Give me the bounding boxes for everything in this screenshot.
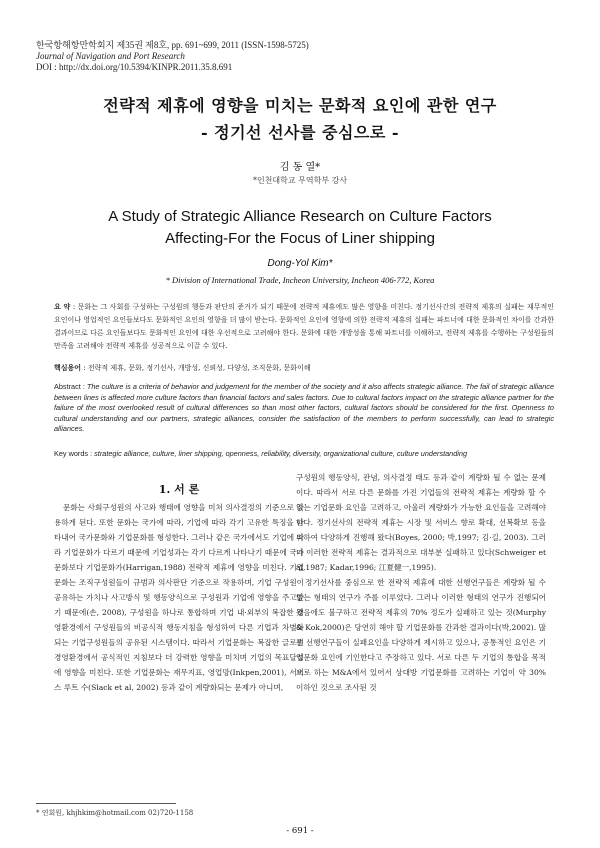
keywords-english-label: Key words : xyxy=(54,449,93,458)
keywords-korean xyxy=(54,362,554,374)
abstract-korean xyxy=(54,300,554,353)
header-doi: DOI : http://dx.doi.org/10.5394/KINPR.2011.35.8.691 xyxy=(36,62,233,72)
abstract-english-text: The culture is a criteria of behavior and judgement for the member of the society and it also affects strategic alliance. The fail of strategic alliance between lines is affected more culture factors than financial factors and sales factors. Due to cultural factors impact on the strategic alliance partner for the failure of the most overlooked result of cultural differences so than most other factors, cultural factors should be considered for the first. Openness to cultural understanding and our partners, strategic alliances, consider the satisfaction of the members to perform successfully, can lead to strategic alliances. xyxy=(54,382,555,433)
header-line-2: Journal of Navigation and Port Research xyxy=(36,51,185,61)
paragraph: 정기선사를 중심으로 한 전략적 제휴에 대한 선행연구들은 계량화 될 수 없는 형태의 연구가 주를 이루었다. 그러나 이러한 형태의 연구가 진행되어 왔음에도 불구하고 전략적 제휴의 70% 정도가 실패하고 있는 것(Murphy & Kok,2000)은 당연히 해야 할 기업문화를 간과한 결과이다(박,2002). 많은 선행연구들이 실패요인을 다양하게 제시하고 있으나, 공통적인 요인은 기업문화 요인에 기인한다고 주장하고 있다. 서로 다른 두 기업의 통합을 목적으로 하는 M&A에서 있어서 상대방 기업문화를 고려하는 기업이 약 30% 이하인 것으로 조사된 것 xyxy=(296,578,546,692)
header-line-1: 한국항해항만학회지 제35권 제8호, pp. 691~699, 2011 (ISSN-1598-5725) xyxy=(36,40,309,50)
page-number: - 691 - xyxy=(286,826,314,836)
body-column-right xyxy=(296,470,546,695)
author-english: Dong-Yol Kim* xyxy=(267,258,333,269)
author-korean: 김 동 열* xyxy=(279,162,321,173)
body-column-left xyxy=(54,500,304,695)
abstract-english xyxy=(54,382,554,435)
title-english xyxy=(0,206,600,250)
section-heading: 1. 서 론 xyxy=(158,483,200,496)
keywords-korean-text: : 전략적 제휴, 문화, 정기선사, 개방성, 신뢰성, 다양성, 조직문화, 문화이해 xyxy=(83,364,311,372)
title-korean-line-2: - 정기선 선사를 중심으로 - xyxy=(200,123,400,142)
title-korean-line-1: 전략적 제휴에 영향을 미치는 문화적 요인에 관한 연구 xyxy=(103,96,497,115)
keywords-korean-label: 핵심용어 xyxy=(54,363,82,372)
affiliation-korean: *인천대학교 무역학부 강사 xyxy=(252,176,348,185)
footnote: * 연회원, khjhkim@hotmail.com 02)720-1158 xyxy=(36,809,194,817)
title-english-line-1: A Study of Strategic Alliance Research on Culture Factors xyxy=(108,208,492,225)
keywords-english xyxy=(54,448,554,459)
title-korean xyxy=(0,92,600,146)
journal-header xyxy=(36,40,309,73)
paragraph: 문화는 사회구성원의 사고와 행태에 영향을 미쳐 의사결정의 기준으로 작용하게 된다. 또한 문화는 국가에 따라, 기업에 따라 각기 고유한 특징을 나타내어 국가문화와 기업문화를 형성한다. 그러나 같은 국가에서도 기업에 따라 기업문화가 다르기 때문에 기업성과는 각기 다르게 나타나기 때문에 국가문화보다 기업문화가(Harrigan,1988) 전략적 제휴에 영향을 미친다. 기업문화는 조직구성원들이 규범과 의사판단 기준으로 작용하며, 기업 구성원이 공유하는 가치나 사고방식 및 행동양식으로 구성원과 기업에 영향을 주고받기 때문에(손, 2008), 구성원을 하나로 통합하며 기업 내·외부의 복잡한 경영환경에서 구성원들의 비공식적 행동지침을 형성하여 다른 기업과 차별화되는 기업구성원들의 공유된 시스템이다. 따라서 기업문화는 복잡한 글로벌 경영환경에서 공식적인 지침보다 더 강력한 영향을 미치며 기업의 목표달성에 영향을 미친다. 또한 기업문화는 재무지표, 영업망(Inkpen,2001), 서비스 루트 수(Slack et al, 2002) 등과 같이 계량화되는 문제가 아니며, xyxy=(54,503,304,692)
affiliation-english: * Division of International Trade, Incheon University, Incheon 406-772, Korea xyxy=(165,275,435,285)
abstract-korean-text: : 문화는 그 사회를 구성하는 구성원의 행동과 판단의 준거가 되기 때문에 전략적 제휴에도 많은 영향을 미친다. 정기선사간의 전략적 제휴의 실패는 재무적인 요인이나 영업적인 요인들보다도 문화적인 요인의 영향을 더 많이 받는다. 문화적인 요인에 영향에 의한 전략적 제휴의 실패는 파트너에 대한 문화적인 차이를 간과한 결과이므로 다른 요인들보다도 문화적인 요인에 대한 우선적으로 고려해야 한다. 문화에 대한 개방성을 통해 파트너를 이해하고, 전략적 제휴를 수행하는 구성원들의 만족을 고려해야 전략적 제휴를 성공적으로 이끌 수 있다. xyxy=(54,303,554,350)
footnote-divider xyxy=(36,803,176,804)
abstract-korean-label: 요 약 xyxy=(54,302,71,311)
title-english-line-2: Affecting-For the Focus of Liner shipping xyxy=(165,230,435,247)
paragraph: 구성원의 행동양식, 관념, 의사결정 태도 등과 같이 계량화 될 수 없는 문제이다. 따라서 서로 다른 문화를 가진 기업들의 전략적 제휴는 계량화 할 수 없는 기업문화 요인을 고려하고, 아울러 계량화가 가능한 요인들을 고려해야 한다. 정기선사의 전략적 제휴는 시장 및 서비스 향로 확대, 선복확보 등을 위하여 다양하게 진행해 왔다(Boyes, 2000; 박,1997; 김·길, 2003). 그러나 이러한 전략적 제휴는 결과적으로 대부분 실패하고 있다(Schweiger et al,1987; Kadar,1996; 江夏健一,1995). xyxy=(296,473,546,572)
abstract-english-label: Abstract : xyxy=(54,382,85,391)
keywords-english-text: strategic alliance, culture, liner shipping, openness, reliability, diversity, organizational culture, culture understanding xyxy=(94,449,468,458)
